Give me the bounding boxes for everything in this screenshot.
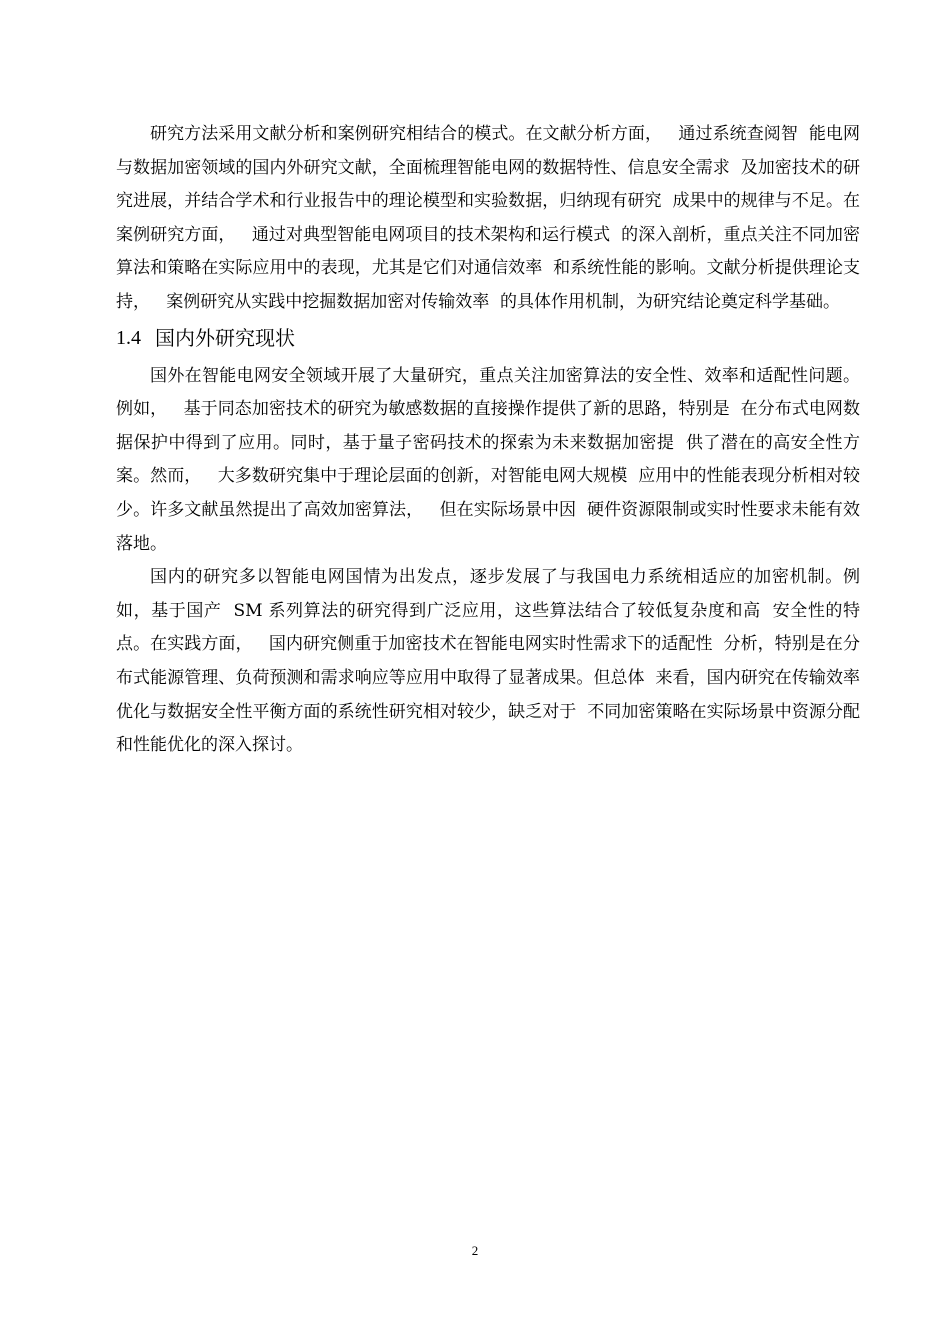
section-title: 国内外研究现状 <box>155 325 295 350</box>
paragraph-research-methods: 研究方法采用文献分析和案例研究相结合的模式。在文献分析方面， 通过系统查阅智 能电网与数据加密领域的国内外研究文献，全面梳理智能电网的数据特性、信息安全需求 及加密技术的研究进展，并结合学术和行业报告中的理论模型和实验数据，归纳现有研究 成果中的规律与不足。在案例研究方面， 通过对典型智能电网项目的技术架构和运行模式 的深入剖析，重点关注不同加密算法和策略在实际应用中的表现，尤其是它们对通信效率 和系统性能的影响。文献分析提供理论支持， 案例研究从实践中挖掘数据加密对传输效率 的具体作用机制，为研究结论奠定科学基础。 <box>116 124 860 312</box>
page-content <box>116 118 860 763</box>
section-heading <box>116 322 860 354</box>
page-number: 2 <box>471 1243 479 1258</box>
section-number: 1.4 <box>116 326 141 349</box>
paragraph-foreign-research: 国外在智能电网安全领域开展了大量研究，重点关注加密算法的安全性、效率和适配性问题。例如， 基于同态加密技术的研究为敏感数据的直接操作提供了新的思路，特别是 在分布式电网数据保护中得到了应用。同时，基于量子密码技术的探索为未来数据加密提 供了潜在的高安全性方案。然而， 大多数研究集中于理论层面的创新，对智能电网大规模 应用中的性能表现分析相对较少。许多文献虽然提出了高效加密算法， 但在实际场景中因 硬件资源限制或实时性要求未能有效落地。 <box>116 365 860 554</box>
paragraph-domestic-research: 国内的研究多以智能电网国情为出发点，逐步发展了与我国电力系统相适应的加密机制。例如，基于国产 SM 系列算法的研究得到广泛应用，这些算法结合了较低复杂度和高 安全性的特点。在实践方面， 国内研究侧重于加密技术在智能电网实时性需求下的适配性 分析，特别是在分布式能源管理、负荷预测和需求响应等应用中取得了显著成果。但总体 来看，国内研究在传输效率优化与数据安全性平衡方面的系统性研究相对较少，缺乏对于 不同加密策略在实际场景中资源分配和性能优化的深入探讨。 <box>116 567 860 756</box>
